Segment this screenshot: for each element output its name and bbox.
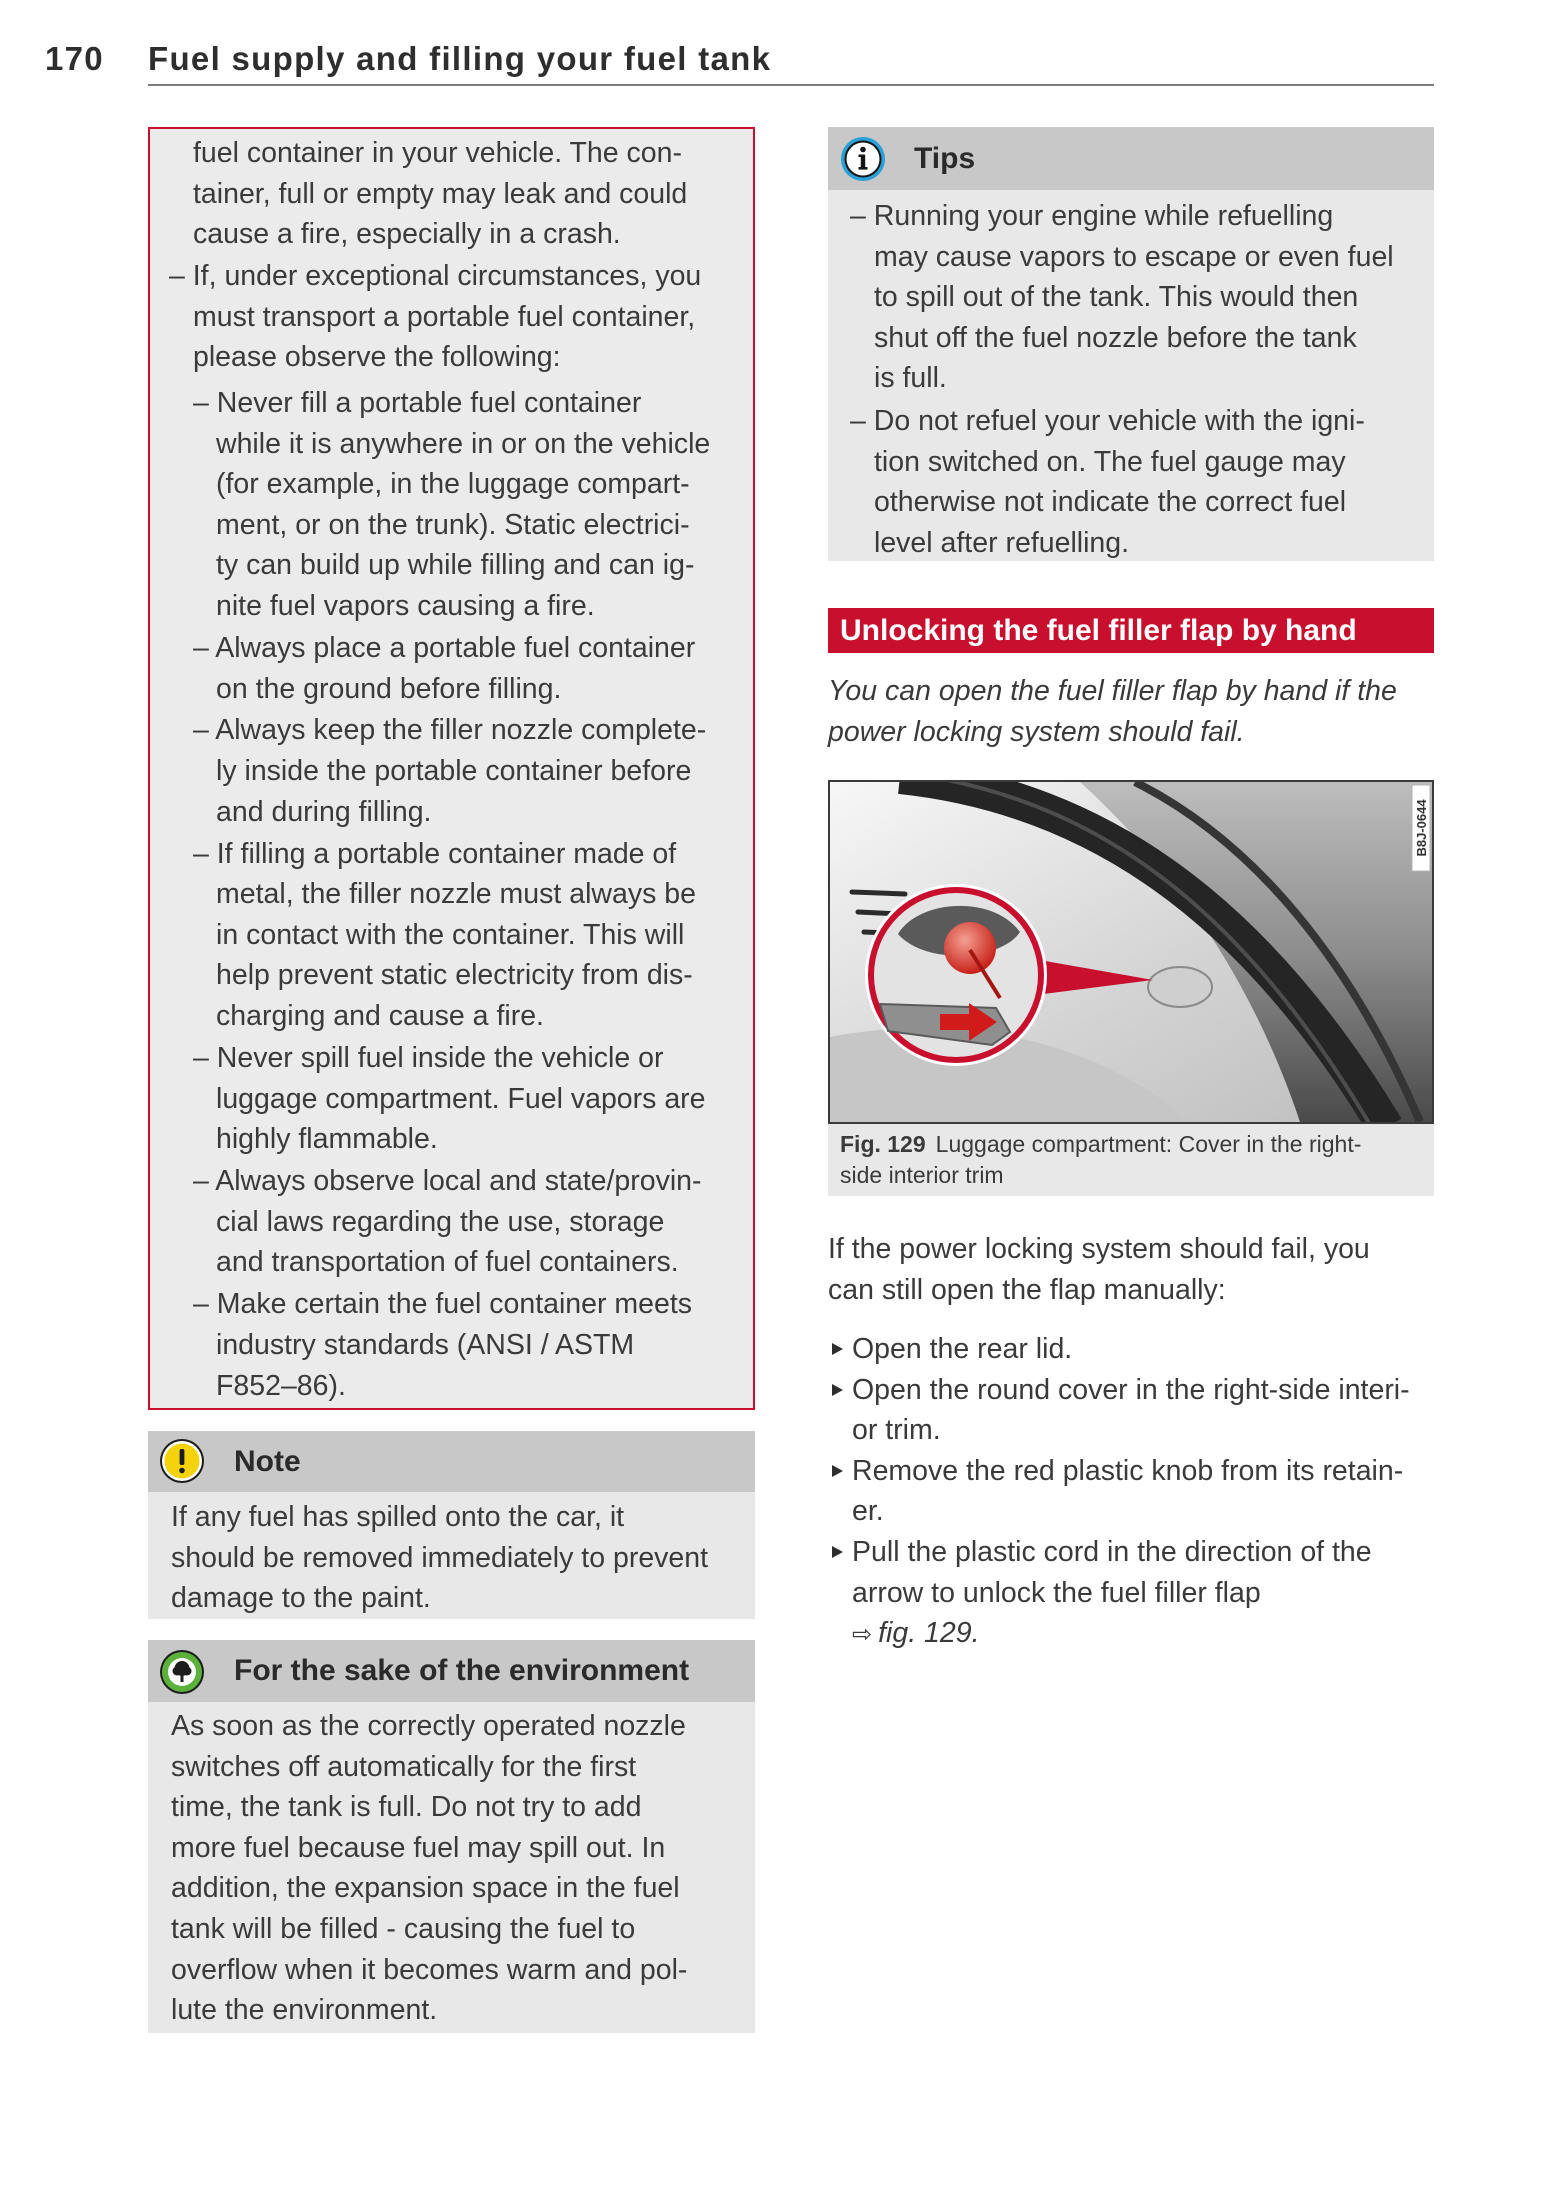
text-line: level after refuelling. <box>874 526 1130 559</box>
text-line: while it is anywhere in or on the vehicle <box>216 427 711 460</box>
text-line: ment, or on the trunk). Static electrici- <box>216 508 690 541</box>
red-knob <box>944 922 996 974</box>
body-paragraph <box>828 1229 1434 1310</box>
text-line: (for example, in the luggage compart- <box>216 468 690 501</box>
warning-intro <box>150 133 753 255</box>
warning-sublist-item <box>150 1038 753 1160</box>
text-line: to spill out of the tank. This would then <box>874 281 1359 314</box>
detail-magnifier <box>865 884 1047 1066</box>
text-line: Pull the plastic cord in the direction of the <box>852 1535 1372 1568</box>
warning-sublist-item <box>150 383 753 627</box>
text-line: lute the environment. <box>171 1994 438 2027</box>
text-line: – Do not refuel your vehicle with the igni- <box>850 404 1365 437</box>
text-line: – If, under exceptional circumstances, you <box>169 260 702 293</box>
text-line: on the ground before filling. <box>216 672 562 705</box>
triangle-right-icon <box>832 1465 843 1477</box>
header-rule <box>148 84 1434 86</box>
warning-list-item <box>150 256 753 378</box>
text-line: – Always place a portable fuel container <box>193 631 696 664</box>
text-line: – Never spill fuel inside the vehicle or <box>193 1042 664 1075</box>
reference-text: fig. 129. <box>878 1617 980 1650</box>
note-title: Note <box>234 1445 301 1478</box>
chapter-title: Fuel supply and filling your fuel tank <box>148 40 772 77</box>
text-line: cial laws regarding the use, storage <box>216 1205 665 1238</box>
warning-sublist-item <box>150 834 753 1037</box>
figure-caption <box>828 1124 1434 1196</box>
text-line: – If filling a portable container made of <box>193 837 677 870</box>
fuel-filler-illustration <box>830 782 1432 1122</box>
text-line: switches off automatically for the first <box>171 1750 637 1783</box>
warning-sublist-item <box>150 1161 753 1283</box>
text-line: or trim. <box>852 1414 941 1447</box>
text-line: and during filling. <box>216 795 432 828</box>
text-line: tank will be filled - causing the fuel to <box>171 1912 636 1945</box>
step-item <box>828 1532 1434 1654</box>
environment-title: For the sake of the environment <box>234 1654 690 1687</box>
text-line: time, the tank is full. Do not try to add <box>171 1791 642 1824</box>
info-icon <box>840 136 886 182</box>
text-line: is full. <box>874 362 947 395</box>
figure-fuel-filler-flap <box>828 780 1434 1124</box>
warning-sublist-item <box>150 710 753 832</box>
triangle-right-icon <box>832 1384 843 1396</box>
text-line: shut off the fuel nozzle before the tank <box>874 321 1357 354</box>
text-line: ly inside the portable container before <box>216 755 692 788</box>
text-line: may cause vapors to escape or even fuel <box>874 240 1394 273</box>
text-line: tion switched on. The fuel gauge may <box>874 445 1346 478</box>
environment-header <box>148 1640 755 1702</box>
text-line: – Running your engine while refuelling <box>850 200 1334 232</box>
text-line: fuel container in your vehicle. The con- <box>193 137 682 169</box>
figure-reference <box>852 1613 1434 1654</box>
warning-box <box>148 127 755 1410</box>
text-line: As soon as the correctly operated nozzle <box>171 1710 686 1742</box>
text-line: ty can build up while filling and can ig- <box>216 549 695 582</box>
triangle-right-icon <box>832 1343 843 1355</box>
text-line: You can open the fuel filler flap by hand if the <box>828 675 1397 707</box>
text-line: – Make certain the fuel container meets <box>193 1288 693 1321</box>
note-header <box>148 1431 755 1492</box>
text-line: highly flammable. <box>216 1123 438 1156</box>
text-line: If any fuel has spilled onto the car, it <box>171 1501 625 1533</box>
step-item <box>828 1370 1434 1451</box>
text-line: tainer, full or empty may leak and could <box>193 177 688 210</box>
text-line: – Never fill a portable fuel container <box>193 386 642 419</box>
reference-arrow: ⇨ <box>852 1620 873 1649</box>
text-line: more fuel because fuel may spill out. In <box>171 1831 666 1864</box>
text-line: must transport a portable fuel container, <box>193 300 696 333</box>
tree-icon <box>159 1649 205 1695</box>
figure-number: Fig. 129 <box>840 1131 926 1157</box>
section-heading: Unlocking the fuel filler flap by hand <box>828 608 1434 653</box>
round-cover <box>1148 967 1212 1007</box>
text-line: metal, the filler nozzle must always be <box>216 878 696 911</box>
tips-body <box>828 190 1434 561</box>
tips-header <box>828 127 1434 190</box>
text-line: otherwise not indicate the correct fuel <box>874 486 1347 519</box>
text-line: luggage compartment. Fuel vapors are <box>216 1082 706 1115</box>
text-line: – Always observe local and state/provin- <box>193 1165 702 1198</box>
text-line: er. <box>852 1495 884 1528</box>
text-line: please observe the following: <box>193 341 561 374</box>
warning-sublist-item <box>150 628 753 709</box>
note-exclamation-icon <box>159 1438 205 1484</box>
figure-code-label: B8J-0644 <box>1414 799 1429 857</box>
text-line: Remove the red plastic knob from its retain- <box>852 1454 1404 1487</box>
environment-body <box>148 1702 755 2033</box>
text-line: – Always keep the filler nozzle complete- <box>193 714 707 747</box>
triangle-right-icon <box>832 1546 843 1558</box>
text-line: cause a fire, especially in a crash. <box>193 218 621 251</box>
text-line: help prevent static electricity from dis- <box>216 959 693 992</box>
step-item <box>828 1451 1434 1532</box>
text-line: If the power locking system should fail, you <box>828 1233 1370 1265</box>
warning-sublist <box>150 383 753 1406</box>
section-intro <box>828 671 1434 752</box>
text-line: and transportation of fuel containers. <box>216 1246 679 1279</box>
text-line: addition, the expansion space in the fuel <box>171 1872 680 1905</box>
text-line: power locking system should fail. <box>828 715 1245 748</box>
text-line: damage to the paint. <box>171 1582 431 1615</box>
text-line: nite fuel vapors causing a fire. <box>216 589 595 622</box>
text-line: charging and cause a fire. <box>216 1000 544 1033</box>
caption-line <box>840 1129 1434 1160</box>
tips-list-item <box>828 401 1434 563</box>
text-line: overflow when it becomes warm and pol- <box>171 1953 688 1986</box>
text-line: should be removed immediately to prevent <box>171 1541 709 1574</box>
text-line: Open the round cover in the right-side interi- <box>852 1373 1410 1406</box>
text-line: arrow to unlock the fuel filler flap <box>852 1576 1261 1609</box>
caption-text: Luggage compartment: Cover in the right- <box>935 1131 1362 1157</box>
text-line: can still open the flap manually: <box>828 1273 1226 1306</box>
step-list <box>828 1329 1434 1654</box>
tips-title: Tips <box>914 142 976 175</box>
page-number: 170 <box>45 40 104 77</box>
warning-sublist-item <box>150 1284 753 1406</box>
text-line: Open the rear lid. <box>852 1333 1073 1365</box>
note-body <box>148 1492 755 1619</box>
tips-list-item <box>828 196 1434 399</box>
text-line: F852–86). <box>216 1369 346 1402</box>
text-line: in contact with the container. This will <box>216 918 685 951</box>
step-item <box>828 1329 1434 1370</box>
text-line: industry standards (ANSI / ASTM <box>216 1328 635 1361</box>
caption-line: side interior trim <box>840 1162 1004 1188</box>
